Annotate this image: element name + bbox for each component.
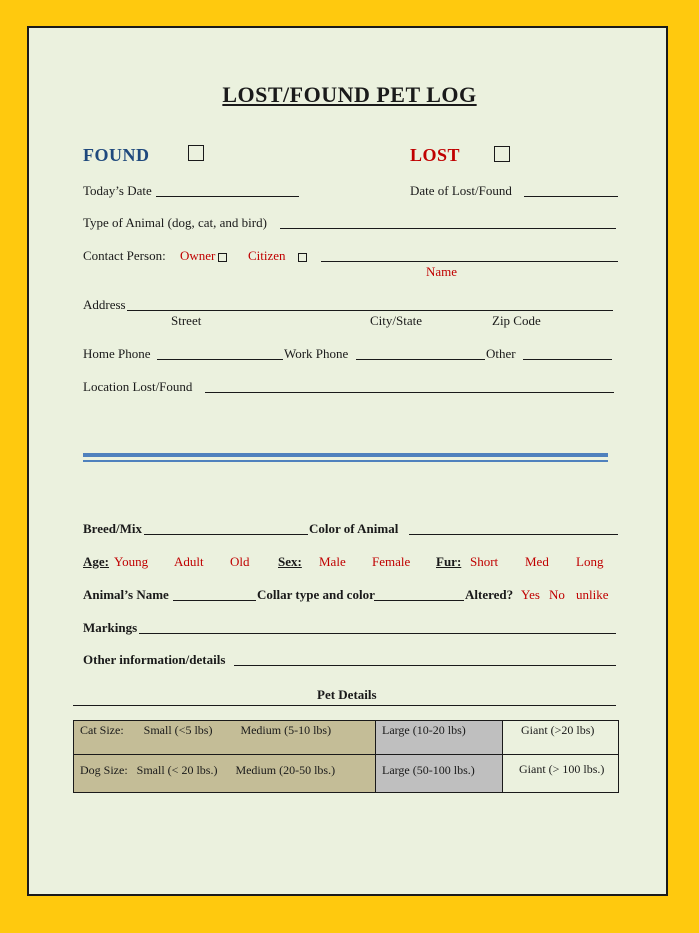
altered-unlike[interactable]: unlike <box>576 587 609 602</box>
home-phone-field[interactable] <box>157 359 283 360</box>
owner-checkbox[interactable] <box>218 253 227 262</box>
cat-large-option[interactable]: Large (10-20 lbs) <box>382 723 466 737</box>
sex-male[interactable]: Male <box>319 554 346 569</box>
dog-large-option[interactable]: Large (50-100 lbs.) <box>382 763 475 777</box>
type-of-animal-label: Type of Animal (dog, cat, and bird) <box>83 215 267 230</box>
location-field[interactable] <box>205 392 614 393</box>
cat-giant-cell <box>503 721 619 755</box>
name-caption: Name <box>426 264 458 279</box>
fur-med[interactable]: Med <box>525 554 549 569</box>
dog-giant-cell <box>503 755 619 793</box>
other-phone-label: Other <box>486 346 516 361</box>
page-title: LOST/FOUND PET LOG <box>222 82 477 107</box>
dog-giant-option[interactable]: Giant (> 100 lbs.) <box>519 762 605 776</box>
cat-small-option[interactable]: Small (<5 lbs) <box>143 723 213 737</box>
todays-date-field[interactable] <box>156 196 299 197</box>
altered-no[interactable]: No <box>549 587 565 602</box>
work-phone-label: Work Phone <box>284 346 349 361</box>
cat-medium-option[interactable]: Medium (5-10 lbs) <box>240 723 332 737</box>
breed-label: Breed/Mix <box>83 521 142 536</box>
home-phone-label: Home Phone <box>83 346 151 361</box>
animal-name-label: Animal’s Name <box>83 587 169 602</box>
markings-label: Markings <box>83 620 138 635</box>
found-checkbox[interactable] <box>188 145 204 161</box>
zip-code-caption: Zip Code <box>492 313 541 328</box>
address-label: Address <box>83 297 126 312</box>
section-divider-bottom <box>83 460 608 462</box>
pet-details-heading: Pet Details <box>317 687 377 702</box>
color-label: Color of Animal <box>309 521 399 536</box>
street-caption: Street <box>171 313 202 328</box>
section-divider-top <box>83 453 608 457</box>
other-info-label: Other information/details <box>83 652 226 667</box>
date-lost-found-label: Date of Lost/Found <box>410 183 512 198</box>
color-field[interactable] <box>409 534 618 535</box>
sex-label: Sex: <box>278 554 302 569</box>
collar-label: Collar type and color <box>257 587 375 602</box>
work-phone-field[interactable] <box>356 359 485 360</box>
pet-details-rule <box>73 705 616 706</box>
dog-size-cell <box>74 755 376 793</box>
citizen-label: Citizen <box>248 248 286 263</box>
collar-field[interactable] <box>374 600 464 601</box>
dog-medium-option[interactable]: Medium (20-50 lbs.) <box>235 763 336 777</box>
owner-option[interactable] <box>180 248 227 264</box>
age-adult[interactable]: Adult <box>174 554 204 569</box>
cat-size-row <box>74 721 619 755</box>
altered-label: Altered? <box>465 587 514 602</box>
dog-size-label: Dog Size: <box>80 763 128 777</box>
dog-small-option[interactable]: Small (< 20 lbs.) <box>136 763 218 777</box>
size-table <box>73 720 619 793</box>
found-label: FOUND <box>83 145 150 165</box>
age-young[interactable]: Young <box>114 554 149 569</box>
city-state-caption: City/State <box>370 313 422 328</box>
lost-label: LOST <box>410 145 461 165</box>
age-old[interactable]: Old <box>230 554 250 569</box>
fur-short[interactable]: Short <box>470 554 499 569</box>
type-of-animal-field[interactable] <box>280 228 616 229</box>
date-lost-found-field[interactable] <box>524 196 618 197</box>
other-phone-field[interactable] <box>523 359 612 360</box>
citizen-checkbox[interactable] <box>298 253 307 262</box>
contact-name-field[interactable] <box>321 261 618 262</box>
other-info-field[interactable] <box>234 665 616 666</box>
owner-label: Owner <box>180 248 216 263</box>
animal-name-field[interactable] <box>173 600 256 601</box>
address-field[interactable] <box>127 310 613 311</box>
cat-size-cell <box>74 721 376 755</box>
dog-large-cell <box>376 755 503 793</box>
citizen-option[interactable] <box>248 248 307 264</box>
markings-field[interactable] <box>139 633 616 634</box>
altered-yes[interactable]: Yes <box>521 587 540 602</box>
breed-field[interactable] <box>144 534 308 535</box>
dog-size-row <box>74 755 619 793</box>
cat-large-cell <box>376 721 503 755</box>
age-label: Age: <box>83 554 109 569</box>
lost-checkbox[interactable] <box>494 146 510 162</box>
location-label: Location Lost/Found <box>83 379 193 394</box>
cat-giant-option[interactable]: Giant (>20 lbs) <box>521 723 595 737</box>
cat-size-label: Cat Size: <box>80 723 124 737</box>
sex-female[interactable]: Female <box>372 554 411 569</box>
fur-label: Fur: <box>436 554 462 569</box>
contact-person-label: Contact Person: <box>83 248 166 263</box>
todays-date-label: Today’s Date <box>83 183 152 198</box>
form-page <box>27 26 668 896</box>
fur-long[interactable]: Long <box>576 554 604 569</box>
